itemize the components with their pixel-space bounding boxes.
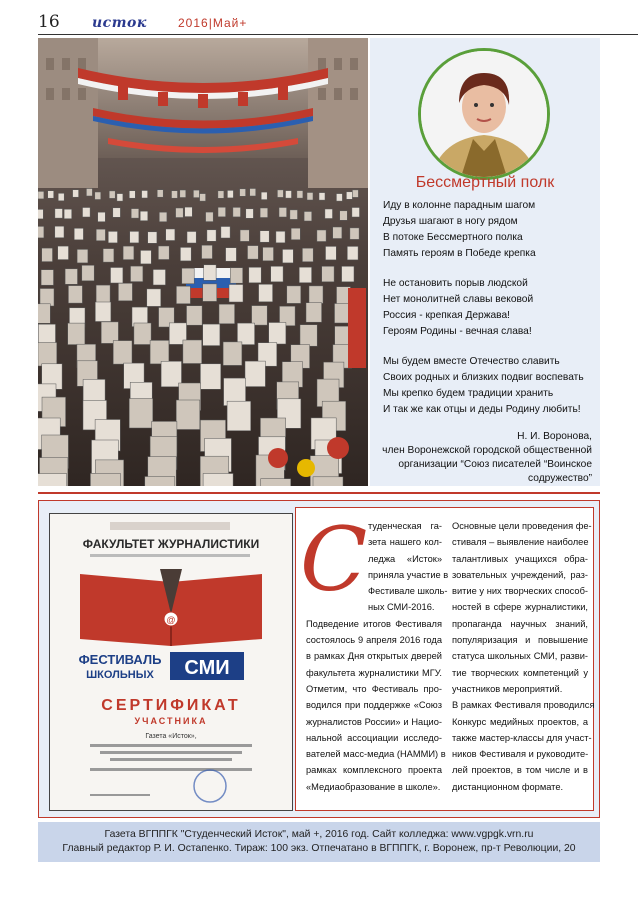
portrait-placard <box>118 283 132 301</box>
article-line: ных СМИ-2016. <box>368 602 435 613</box>
portrait-placard <box>221 227 230 239</box>
article-line: в рамках Дня открытых дверей <box>306 651 442 662</box>
portrait-placard <box>129 399 153 429</box>
article-lead <box>306 518 449 616</box>
portrait-placard <box>207 230 216 242</box>
drop-cap: С <box>300 508 368 611</box>
portrait-placard <box>203 284 217 302</box>
poem-text <box>383 198 595 432</box>
portrait-placard <box>203 324 220 346</box>
poem-line: Нет монолитней славы вековой <box>383 294 534 305</box>
portrait-placard <box>38 226 44 238</box>
portrait-placard <box>333 227 342 239</box>
portrait-placard <box>131 209 139 219</box>
portrait-placard <box>185 207 193 217</box>
portrait-placard <box>218 191 224 199</box>
article-line: «Медиаобразование в школе». <box>306 781 441 792</box>
portrait-placard <box>322 266 334 282</box>
poem-panel <box>370 38 600 486</box>
certificate-smi: СМИ <box>184 657 230 679</box>
article-line: леджа «Исток» <box>368 553 442 564</box>
portrait-placard <box>40 289 54 307</box>
poem-stanza <box>383 354 595 418</box>
immortal-regiment-photo <box>38 38 368 486</box>
certificate-subtitle: УЧАСТНИКА <box>134 716 208 726</box>
portrait-placard <box>90 473 120 486</box>
portrait-placard <box>246 209 254 219</box>
portrait-placard <box>38 474 67 486</box>
portrait-placard <box>233 207 241 217</box>
portrait-placard <box>306 303 322 323</box>
portrait-placard <box>73 190 79 198</box>
portrait-placard <box>200 194 206 202</box>
portrait-placard <box>95 302 111 322</box>
article-column-1 <box>306 518 449 795</box>
portrait-placard <box>187 306 203 326</box>
article-line: ников Фестиваля и руководите- <box>452 749 589 760</box>
article-line: туденческая га- <box>368 521 442 531</box>
article-line: журналистов России» и Нацио- <box>306 716 442 727</box>
portrait-placard <box>304 212 312 222</box>
portrait-placard <box>291 228 300 240</box>
portrait-placard <box>38 304 50 324</box>
portrait-placard <box>68 323 85 345</box>
article-line: популяризация и повышение <box>452 635 588 646</box>
poem-stanza <box>383 276 595 340</box>
portrait-placard <box>101 322 118 344</box>
article-line: факультета журналистики МГУ. <box>306 667 442 678</box>
portrait-placard <box>271 266 283 282</box>
article-line: талантливых учащихся обра- <box>452 553 588 564</box>
portrait-placard <box>277 190 283 198</box>
article-line: витие у них творческих способ- <box>452 586 588 597</box>
portrait-placard <box>176 208 184 218</box>
article-line: зета нашего кол- <box>368 537 442 548</box>
portrait-placard <box>172 191 178 199</box>
portrait-placard <box>237 323 254 345</box>
portrait-placard <box>123 246 134 260</box>
portrait-placard <box>68 286 82 304</box>
svg-text:@: @ <box>166 615 176 625</box>
footer-line-1: Газета ВГППГК "Студенческий Исток", май +, 2016 год. Сайт колледжа: www.vgpgk.vrn.ru <box>104 829 534 840</box>
portrait-placard <box>227 401 251 431</box>
article-line: также мастер-классы для участ- <box>452 732 592 743</box>
portrait-placard <box>38 343 57 367</box>
portrait-placard <box>202 245 213 259</box>
portrait-placard <box>55 209 63 219</box>
poem-signature <box>372 430 592 486</box>
article-line: рамках комплексного проекта <box>306 765 442 776</box>
portrait-placard <box>302 248 313 262</box>
portrait-placard <box>150 340 169 364</box>
portrait-placard <box>77 249 88 263</box>
article-line: пропаганда научных знаний, <box>452 618 588 629</box>
portrait-placard <box>245 361 265 387</box>
portrait-placard <box>229 285 243 303</box>
article-contest <box>452 697 595 795</box>
poem-line: Иду в колонне парадным шагом <box>383 200 536 211</box>
portrait-placard <box>230 268 242 284</box>
portrait-placard <box>180 247 191 261</box>
article-line: приняла участие в <box>368 569 449 580</box>
poem-line: И так же как отцы и деды Родину любить! <box>383 404 581 415</box>
article-line: Отметим, что Фестиваль про- <box>306 683 442 694</box>
portrait-placard <box>219 304 235 324</box>
portrait-placard <box>38 191 44 199</box>
portrait-placard <box>227 190 233 198</box>
portrait-placard <box>131 266 143 282</box>
portrait-placard <box>259 284 273 302</box>
portrait-placard <box>326 246 337 260</box>
portrait-placard <box>129 191 135 199</box>
portrait-placard <box>182 268 194 284</box>
article-line: состоялось 9 апреля 2016 года <box>306 635 442 646</box>
portrait-placard <box>58 246 69 260</box>
portrait-placard <box>297 191 303 199</box>
portrait-placard <box>204 265 216 281</box>
article-line: зовательных учреждений, раз- <box>452 569 588 580</box>
article-line: Конкурс медийных проектов, а <box>452 716 588 727</box>
poem-line: В потоке Бессмертного полка <box>383 232 523 243</box>
poem-stanza <box>383 198 595 262</box>
article-line: тие творческих компетенций у <box>452 667 588 678</box>
section-divider <box>38 492 600 494</box>
portrait-placard <box>95 192 101 200</box>
portrait-placard <box>240 189 246 197</box>
portrait-placard <box>260 231 269 243</box>
portrait-placard <box>276 231 285 243</box>
poem-line: Россия - крепкая Держава! <box>383 310 510 321</box>
portrait-placard <box>261 192 267 200</box>
festival-article <box>295 507 594 811</box>
certificate-photo <box>49 513 293 811</box>
portrait-placard <box>82 265 94 281</box>
portrait-placard <box>86 189 92 197</box>
portrait-placard <box>218 207 226 217</box>
portrait-placard <box>157 190 163 198</box>
article-line: нальной ассоциации исследо- <box>306 732 442 743</box>
footer-line-2: Главный редактор Р. И. Остапенко. Тираж: 100 экз. Отпечатано в ВГППГК, г. Воронеж, пр-т Революции, 20 <box>62 843 576 854</box>
portrait-placard <box>147 289 161 307</box>
portrait-placard <box>317 230 326 242</box>
portrait-placard <box>109 191 115 199</box>
portrait-placard <box>108 231 117 243</box>
portrait-placard <box>269 323 286 345</box>
portrait-placard <box>206 212 214 222</box>
portrait-placard <box>200 364 220 390</box>
article-line: ностей в сфере журналистики, <box>452 602 588 613</box>
certificate-heading: ФАКУЛЬТЕТ ЖУРНАЛИСТИКИ <box>82 537 260 551</box>
article-line: лей проектов, в том числе и в <box>452 765 588 776</box>
portrait-placard <box>98 212 106 222</box>
portrait-placard <box>180 190 186 198</box>
portrait-placard <box>240 230 249 242</box>
portrait-placard <box>290 210 298 220</box>
portrait-placard <box>252 306 268 326</box>
poem-line: Мы будем вместе Отечество славить <box>383 356 560 367</box>
header-rule <box>38 34 638 35</box>
portrait-placard <box>134 323 151 345</box>
festival-section <box>38 500 600 818</box>
article-goals <box>452 518 592 697</box>
portrait-placard <box>309 286 323 304</box>
article-line: стиваля – выявление наиболее <box>452 537 589 548</box>
portrait-placard <box>340 211 348 221</box>
page-header <box>0 0 638 36</box>
article-line: В рамках Фестиваля проводился <box>452 700 595 711</box>
portrait-placard <box>176 400 200 430</box>
poem-line: Героям Родины - вечная слава! <box>383 326 532 337</box>
portrait-placard <box>96 229 105 241</box>
portrait-placard <box>64 209 72 219</box>
portrait-placard <box>193 190 199 198</box>
portrait-placard <box>352 208 360 218</box>
portrait-placard <box>279 208 287 218</box>
portrait-placard <box>142 191 148 199</box>
portrait-placard <box>260 208 268 218</box>
article-line: Фестивале школь- <box>368 586 448 597</box>
portrait-placard <box>346 192 352 200</box>
portrait-placard <box>335 304 351 324</box>
portrait-placard <box>261 479 291 486</box>
portrait-placard <box>96 285 110 303</box>
author-portrait <box>418 48 550 180</box>
portrait-placard <box>342 266 354 282</box>
poem-title: Бессмертный полк <box>415 174 555 191</box>
poem-line: Память героям в Победе крепка <box>383 248 536 259</box>
portrait-placard <box>187 232 196 244</box>
portrait-placard <box>83 208 91 218</box>
portrait-placard <box>113 341 132 365</box>
portrait-placard <box>42 248 53 262</box>
portrait-placard <box>58 193 64 201</box>
article-line: участников мероприятий. <box>452 683 563 694</box>
portrait-placard <box>103 249 114 263</box>
portrait-placard <box>48 191 54 199</box>
portrait-placard <box>313 477 343 486</box>
portrait-placard <box>249 267 261 283</box>
portrait-placard <box>350 228 359 240</box>
author-role-line: организации “Союз писателей “Воинское <box>398 459 592 470</box>
article-line: Подведение итогов Фестиваля <box>306 618 442 629</box>
article-column-2 <box>452 518 595 795</box>
portrait-placard <box>226 248 237 262</box>
portrait-placard <box>166 229 175 241</box>
portrait-placard <box>159 212 167 222</box>
author-name: Н. И. Воронова, <box>517 431 592 442</box>
portrait-placard <box>74 228 83 240</box>
portrait-placard <box>325 209 333 219</box>
portrait-placard <box>347 246 358 260</box>
portrait-placard <box>203 474 233 487</box>
portrait-placard <box>158 246 169 260</box>
article-line: вателей масс-медиа (НАММИ) в <box>306 749 446 760</box>
portrait-placard <box>183 340 202 364</box>
portrait-placard <box>117 194 123 202</box>
poem-line: Своих родных и близких подвиг воспевать <box>383 372 584 383</box>
portrait-placard <box>319 193 325 201</box>
portrait-placard <box>300 325 317 347</box>
author-role-line: содружество” <box>528 473 592 484</box>
portrait-placard <box>307 193 313 201</box>
portrait-placard <box>176 286 190 304</box>
portrait-placard <box>140 211 148 221</box>
certificate-festival: ФЕСТИВАЛЬ <box>78 652 162 667</box>
portrait-placard <box>223 342 242 366</box>
page-footer <box>38 822 600 862</box>
portrait-placard <box>286 191 292 199</box>
portrait-placard <box>130 231 139 243</box>
author-role-line: член Воронежской городской общественной <box>382 445 592 456</box>
article-body-1 <box>306 616 446 795</box>
portrait-placard <box>287 286 301 304</box>
portrait-placard <box>248 246 259 260</box>
poem-line: Мы крепко будем традиции хранить <box>383 388 554 399</box>
portrait-placard <box>148 232 157 244</box>
certificate-schools: ШКОЛЬНЫХ <box>86 669 154 681</box>
certificate-newspaper: Газета «Исток», <box>145 733 197 740</box>
portrait-placard <box>65 269 77 285</box>
poem-line: Не остановить порыв людской <box>383 278 528 289</box>
portrait-placard <box>55 226 64 238</box>
portrait-placard <box>38 209 43 219</box>
portrait-placard <box>263 247 274 260</box>
portrait-placard <box>250 189 256 197</box>
portrait-placard <box>153 270 165 286</box>
newspaper-logo: исток <box>92 15 147 31</box>
portrait-placard <box>299 267 311 283</box>
article-line: Основные цели проведения фе- <box>452 521 592 531</box>
issue-date: 2016|Май+ <box>178 16 248 30</box>
portrait-placard <box>113 208 121 218</box>
certificate-title: СЕРТИФИКАТ <box>101 697 241 714</box>
portrait-placard <box>141 250 152 264</box>
portrait-placard <box>41 270 53 286</box>
article-line: дистанционном формате. <box>452 781 564 792</box>
article-line: статуса школьных СМИ, разви- <box>452 651 588 662</box>
portrait-placard <box>352 190 358 198</box>
poem-line: Друзья шагают в ногу рядом <box>383 216 518 227</box>
page-number: 16 <box>38 12 60 32</box>
article-line: водился при поддержке «Союз <box>306 700 442 711</box>
portrait-placard <box>283 249 294 263</box>
portrait-placard <box>111 268 123 284</box>
portrait-placard <box>145 477 175 487</box>
portrait-placard <box>336 194 342 202</box>
